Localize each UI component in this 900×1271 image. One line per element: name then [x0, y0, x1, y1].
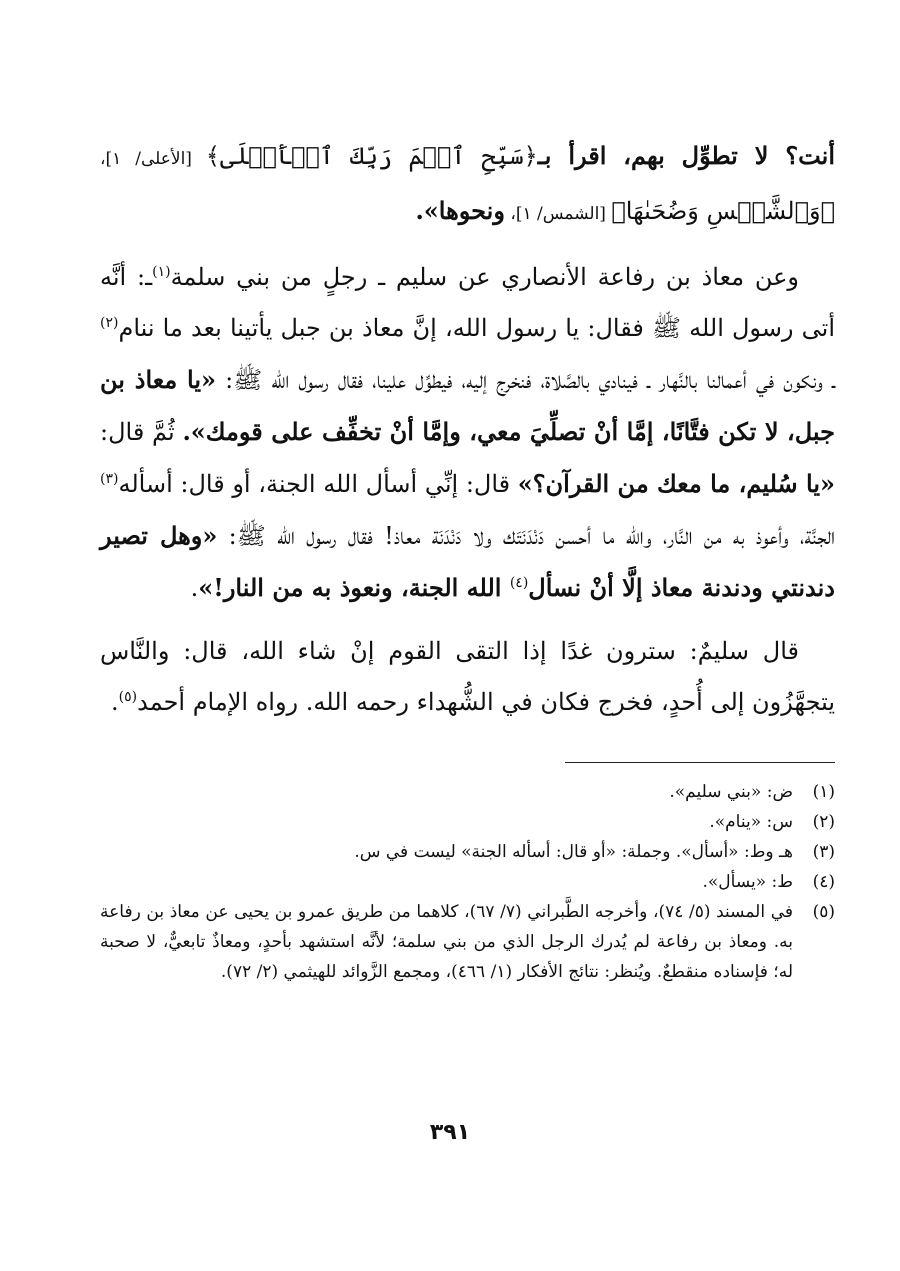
footnote-ref-3[interactable]: (٣)	[100, 471, 119, 487]
footnotes	[100, 777, 835, 987]
footnote-ref-4[interactable]: (٤)	[509, 575, 529, 591]
hadith-quote-4: الله الجنة، ونعوذ به من النار!»	[198, 573, 510, 602]
footnote-text: ط: «يسأل».	[702, 872, 793, 892]
footnote-text: س: «ينام».	[709, 812, 793, 832]
footnote-number: (٢)	[812, 812, 835, 832]
paragraph-1	[100, 130, 835, 240]
para1-text-2: ونحوها».	[415, 196, 505, 225]
footnote-text: في المسند (٥/ ٧٤)، وأخرجه الطَّبراني (٧/ ٦٧)، كلاهما من طريق عمرو بن يحيى عن معاذ بن رفاعة به. ومعاذ بن رفاعة لم يُدرك الرجل الذي من بني سلمة؛ لأنَّه استشهد بأحدٍ، ومعاذٌ تابعيٌّ، لا صحبة له؛ فإسناده منقطعٌ. ويُنظر: نتائج الأفكار (١/ ٤٦٦)، ومجمع الزَّوائد للهيثمي (٢/ ٧٢).	[100, 902, 794, 982]
paragraph-2	[100, 252, 835, 614]
para2-text-2: ـ: أنَّه أتى رسول الله ﷺ فقال: يا رسول الله، إنَّ معاذ بن جبل يأتينا بعد ما ننام	[100, 263, 835, 342]
page-number: ٣٩١	[429, 1120, 471, 1145]
footnote-number: (١)	[812, 782, 835, 802]
footnote-separator	[565, 762, 835, 763]
footnote-ref-1[interactable]: (١)	[152, 264, 171, 280]
footnote-2	[100, 807, 835, 837]
footnote-5	[100, 897, 835, 987]
footnote-text: هـ وط: «أسأل». وجملة: «أو قال: أسأله الجنة» ليست في س.	[354, 842, 793, 862]
footnote-number: (٥)	[812, 902, 835, 922]
para3-text-1: قال سليمٌ: سترون غدًا إذا التقى القوم إنْ شاء الله، قال: والنَّاس يتجهَّزُون إلى أُحدٍ، فخرج فكان في الشُّهداء رحمه الله. رواه الإمام أحمد	[100, 637, 835, 716]
footnote-number: (٣)	[812, 842, 835, 862]
paragraph-3	[100, 626, 835, 728]
verse-ref-al-ala: [الأعلى/ ١]،	[100, 149, 206, 169]
footnote-3	[100, 837, 835, 867]
verse-al-ala: ﴿سَبِّحِ ٱسۡمَ رَبِّكَ ٱلۡأَعۡلَى﴾	[205, 142, 538, 170]
hadith-quote-3: «وهل تصير دندنتي ودندنة معاذ إلَّا أنْ نسأل	[100, 521, 835, 602]
para2-text-4: ثُمَّ قال:	[100, 418, 183, 446]
footnote-text: ض: «بني سليم».	[669, 782, 793, 802]
page-content	[100, 130, 835, 987]
footnote-number: (٤)	[812, 872, 835, 892]
footnote-1	[100, 777, 835, 807]
para1-text-1: أنت؟ لا تطوِّل بهم، اقرأ بـ	[537, 141, 835, 170]
para2-text-6: الجنَّة، وأعوذ به من النَّار، والله ما أحسن دَنْدَنَتَك ولا دَنْدَنَة معاذ! فقال رسول الله ﷺ:	[217, 522, 835, 550]
footnote-ref-2[interactable]: (٢)	[100, 315, 119, 331]
footnote-4	[100, 867, 835, 897]
hadith-quote-1: «يا معاذ بن جبل، لا تكن فتَّانًا، إمَّا أنْ تصلِّيَ معي، وإمَّا أنْ تخفِّف على قومك».	[100, 365, 835, 446]
hadith-quote-2: «يا سُليم، ما معك من القرآن؟»	[517, 469, 835, 498]
para2-text-7: .	[190, 574, 199, 602]
para3-text-2: .	[110, 688, 119, 716]
para2-text-1: وعن معاذ بن رفاعة الأنصاري عن سليم ـ رجلٍ من بني سلمة	[170, 263, 799, 291]
para2-text-3: ـ ونكون في أعمالنا بالنَّهار ـ فينادي بالصَّلاة، فنخرج إليه، فيطوِّل علينا، فقال رسول الله ﷺ:	[216, 366, 835, 394]
verse-ref-ash-shams: [الشمس/ ١]،	[504, 204, 612, 224]
footnote-ref-5[interactable]: (٥)	[118, 689, 138, 705]
verse-ash-shams: ﴿وَٱلشَّمۡسِ وَضُحَىٰهَا﴾	[611, 197, 835, 225]
para2-text-5: قال: إنِّي أسأل الله الجنة، أو قال: أسأله	[118, 470, 518, 498]
